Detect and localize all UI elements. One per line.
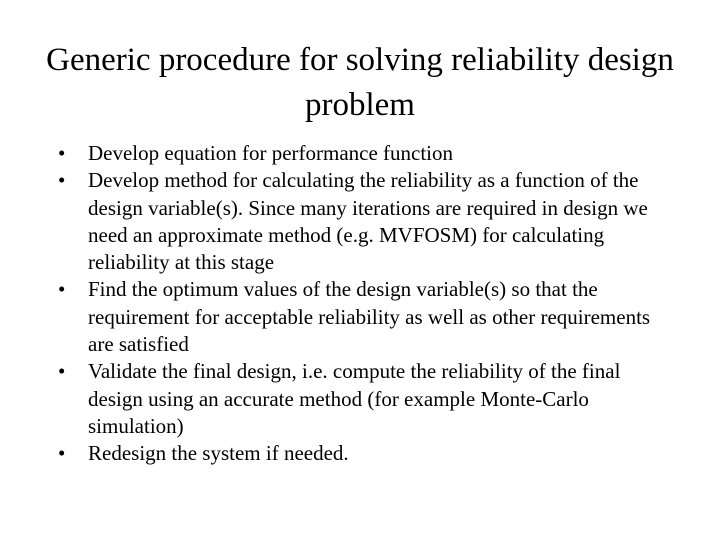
slide-title: Generic procedure for solving reliability design problem bbox=[46, 42, 674, 123]
bullet-text: Develop equation for performance function bbox=[88, 141, 454, 165]
bullet-text: Validate the final design, i.e. compute the reliability of the final design using an accurate method (for example Monte-Carlo simulation) bbox=[88, 359, 621, 438]
bullet-list bbox=[58, 140, 668, 468]
bullet-item bbox=[58, 167, 668, 276]
bullet-item bbox=[58, 358, 668, 440]
bullet-icon: • bbox=[58, 441, 66, 466]
bullet-text: Develop method for calculating the reliability as a function of the design variable(s). Since many iterations are required in design we need an approximate method (e.g. MVFOSM) for calculating reliability at this stage bbox=[88, 168, 648, 275]
bullet-item bbox=[58, 276, 668, 358]
bullet-icon: • bbox=[58, 141, 66, 165]
bullet-icon: • bbox=[58, 359, 66, 384]
bullet-text: Find the optimum values of the design variable(s) so that the requirement for acceptable reliability as well as other requirements are satisfied bbox=[88, 277, 651, 357]
bullet-item bbox=[58, 440, 668, 467]
bullet-icon: • bbox=[58, 168, 66, 193]
bullet-item bbox=[58, 140, 668, 167]
bullet-icon: • bbox=[58, 277, 66, 302]
bullet-text: Redesign the system if needed. bbox=[88, 441, 349, 466]
